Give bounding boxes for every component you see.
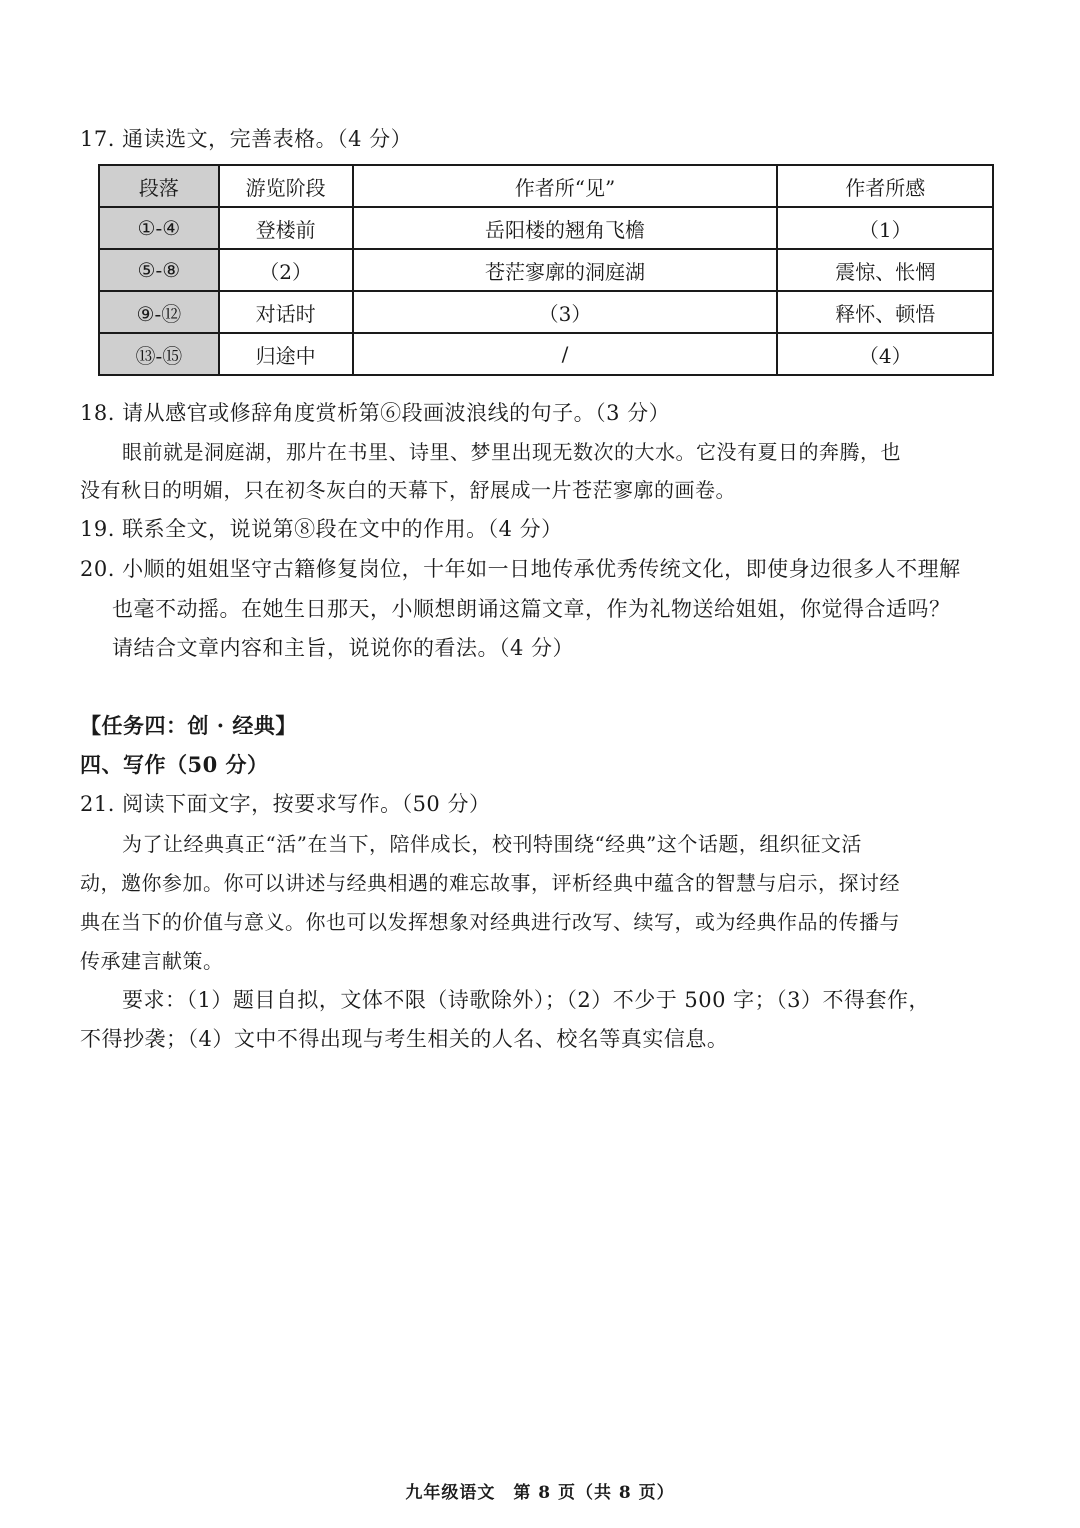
q20-line: 请结合文章内容和主旨，说说你的看法。（4 分） bbox=[112, 636, 575, 660]
q18-quote-line: 眼前就是洞庭湖，那片在书里、诗里、梦里出现无数次的大水。它没有夏日的奔腾，也 bbox=[122, 440, 901, 464]
page-footer: 九年级语文 第 8 页（共 8 页） bbox=[405, 1483, 675, 1503]
table-header-cell: 作者所感 bbox=[777, 165, 993, 207]
q21-prompt-line: 为了让经典真正“活”在当下，陪伴成长，校刊特围绕“经典”这个话题，组织征文活 bbox=[122, 832, 862, 856]
table-cell-paragraph: ①-④ bbox=[99, 207, 219, 249]
table-header-cell: 作者所“见” bbox=[353, 165, 778, 207]
table-row bbox=[99, 249, 993, 291]
task4-heading: 【任务四：创 · 经典】 bbox=[80, 713, 297, 738]
table-header-cell: 游览阶段 bbox=[219, 165, 353, 207]
q20-line: 20. 小顺的姐姐坚守古籍修复岗位，十年如一日地传承优秀传统文化，即使身边很多人不理解 bbox=[80, 557, 961, 581]
table-cell-seen: 岳阳楼的翘角飞檐 bbox=[353, 207, 778, 249]
table-cell-stage: 登楼前 bbox=[219, 207, 353, 249]
q21-prompt-line: 传承建言献策。 bbox=[80, 949, 224, 973]
table-row bbox=[99, 207, 993, 249]
table-cell-felt: 释怀、顿悟 bbox=[777, 291, 993, 333]
table-cell-seen: / bbox=[353, 333, 778, 375]
q17-title: 17. 通读选文，完善表格。（4 分） bbox=[80, 127, 413, 151]
table-cell-stage: （2） bbox=[219, 249, 353, 291]
q21-prompt-line: 动，邀你参加。你可以讲述与经典相遇的难忘故事，评析经典中蕴含的智慧与启示，探讨经 bbox=[80, 871, 900, 895]
q21-requirements-line: 不得抄袭；（4）文中不得出现与考生相关的人名、校名等真实信息。 bbox=[80, 1027, 729, 1051]
q18-title: 18. 请从感官或修辞角度赏析第⑥段画波浪线的句子。（3 分） bbox=[80, 401, 671, 425]
table-cell-felt: 震惊、怅惘 bbox=[777, 249, 993, 291]
q20-line: 也毫不动摇。在她生日那天，小顺想朗诵这篇文章，作为礼物送给姐姐，你觉得合适吗？ bbox=[112, 597, 951, 621]
table-cell-stage: 对话时 bbox=[219, 291, 353, 333]
table-cell-seen: （3） bbox=[353, 291, 778, 333]
table-header-cell: 段落 bbox=[99, 165, 219, 207]
table-row bbox=[99, 333, 993, 375]
section-heading: 四、写作（50 分） bbox=[80, 752, 269, 777]
table-cell-stage: 归途中 bbox=[219, 333, 353, 375]
table-cell-felt: （4） bbox=[777, 333, 993, 375]
table-cell-felt: （1） bbox=[777, 207, 993, 249]
q17-table bbox=[98, 164, 994, 376]
q21-prompt-line: 典在当下的价值与意义。你也可以发挥想象对经典进行改写、续写，或为经典作品的传播与 bbox=[80, 910, 900, 934]
table-cell-seen: 苍茫寥廓的洞庭湖 bbox=[353, 249, 778, 291]
table-cell-paragraph: ⑨-⑫ bbox=[99, 291, 219, 333]
q21-title: 21. 阅读下面文字，按要求写作。（50 分） bbox=[80, 792, 491, 816]
table-header-row bbox=[99, 165, 993, 207]
q21-requirements-line: 要求：（1）题目自拟，文体不限（诗歌除外）；（2）不少于 500 字；（3）不得套作， bbox=[122, 988, 931, 1012]
table-cell-paragraph: ⑤-⑧ bbox=[99, 249, 219, 291]
table-row bbox=[99, 291, 993, 333]
q18-quote-line: 没有秋日的明媚，只在初冬灰白的天幕下，舒展成一片苍茫寥廓的画卷。 bbox=[80, 478, 736, 502]
table-cell-paragraph: ⑬-⑮ bbox=[99, 333, 219, 375]
q19-title: 19. 联系全文，说说第⑧段在文中的作用。（4 分） bbox=[80, 517, 563, 541]
